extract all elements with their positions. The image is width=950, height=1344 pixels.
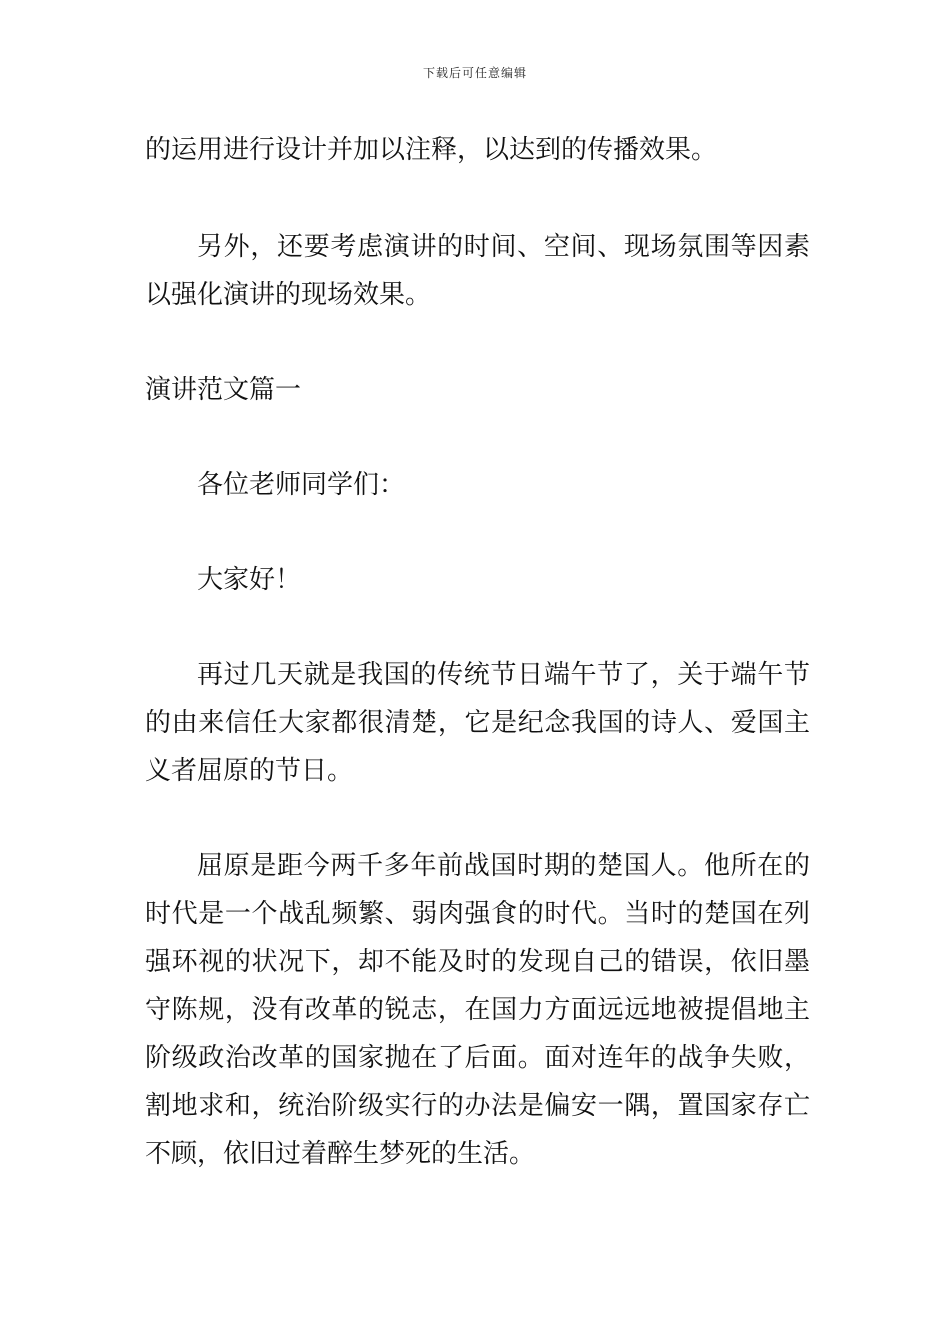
paragraph-qu-yuan: 屈原是距今两千多年前战国时期的楚国人。他所在的时代是一个战乱频繁、弱肉强食的时代。当时的楚国在列强环视的状况下，却不能及时的发现自己的错误，依旧墨守陈规，没有改革的锐志，在国力方面远远地被提倡地主阶级政治改革的国家抛在了后面。面对连年的战争失败，割地求和，统治阶级实行的办法是偏安一隅，置国家存亡不顾，依旧过着醉生梦死的生活。 xyxy=(145,851,810,1169)
paragraph-considerations: 另外，还要考虑演讲的时间、空间、现场氛围等因素以强化演讲的现场效果。 xyxy=(145,232,810,310)
page-header-note: 下载后可任意编辑 xyxy=(422,66,527,80)
document-body xyxy=(145,126,810,1178)
greeting: 大家好！ xyxy=(197,565,302,595)
paragraph-dragon-boat-festival: 再过几天就是我国的传统节日端午节了，关于端午节的由来信任大家都很清楚，它是纪念我国的诗人、爱国主义者屈原的节日。 xyxy=(145,660,810,786)
paragraph-continuation: 的运用进行设计并加以注释，以达到的传播效果。 xyxy=(145,135,718,165)
salutation: 各位老师同学们： xyxy=(197,470,406,500)
section-heading: 演讲范文篇一 xyxy=(145,375,302,405)
